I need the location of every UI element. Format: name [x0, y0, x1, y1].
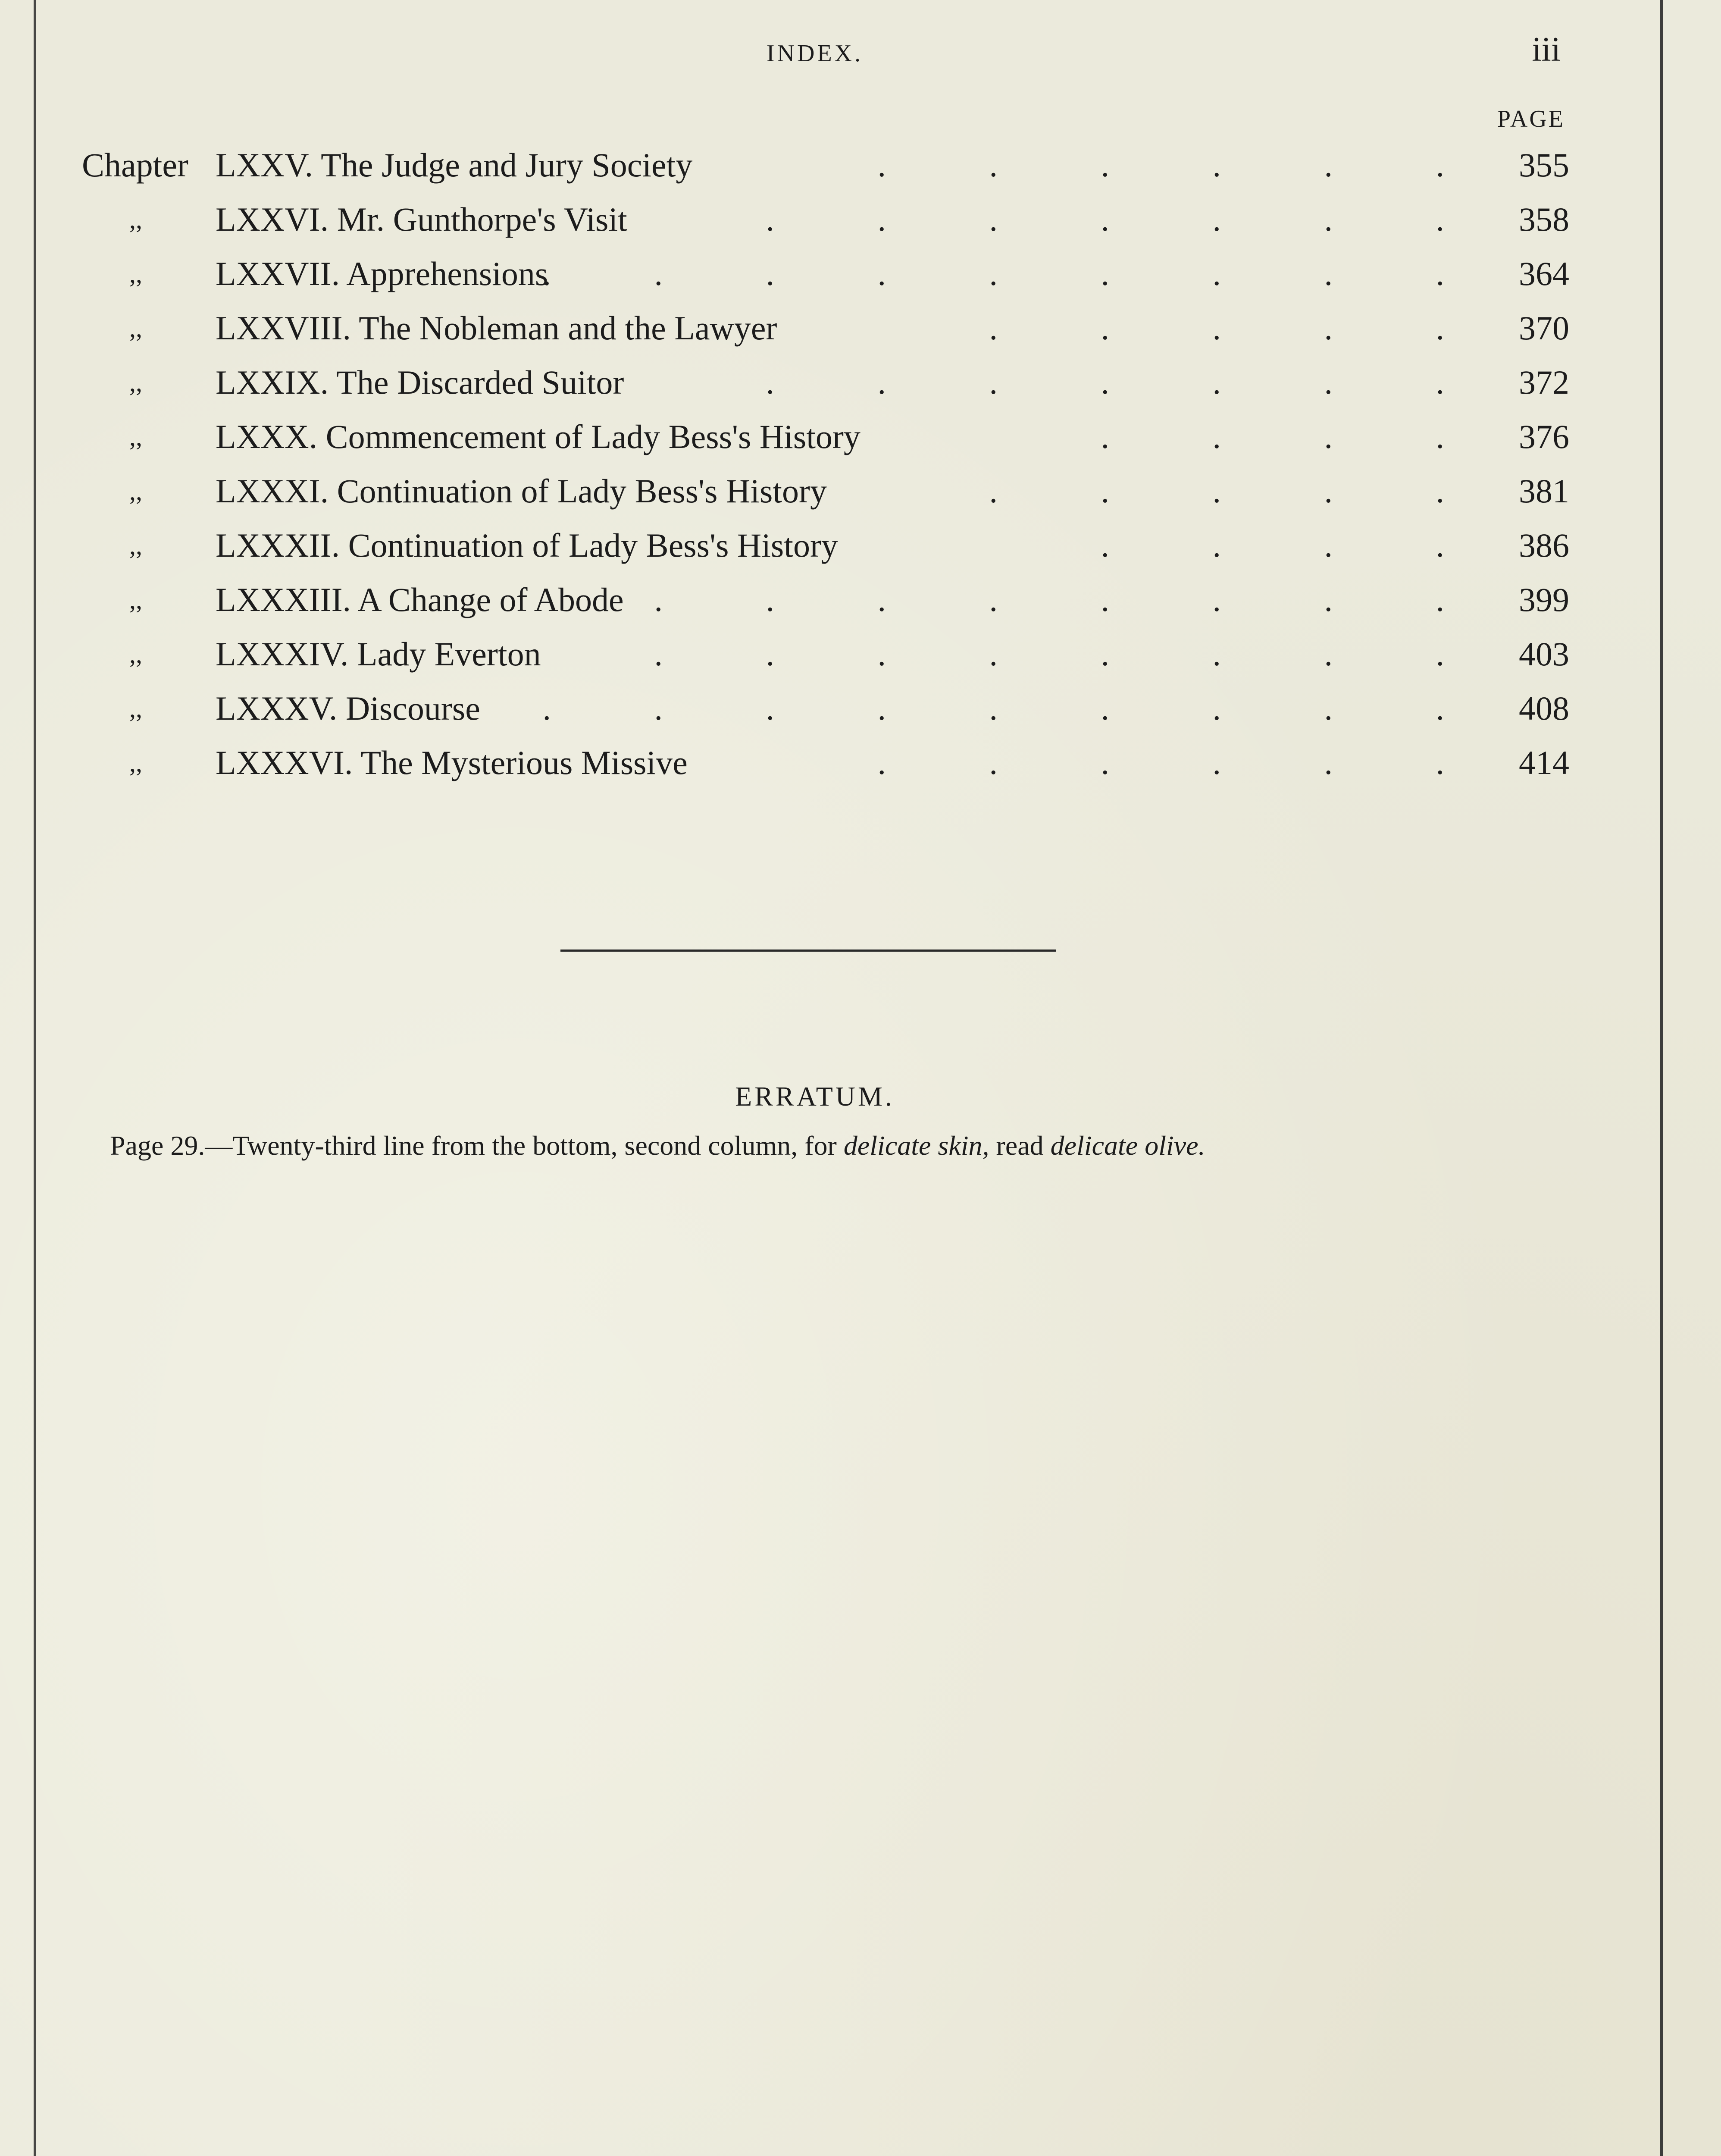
chapter-numeral: LXXVII.	[216, 255, 340, 292]
chapter-title: The Judge and Jury Society	[321, 146, 693, 184]
chapter-title: Discourse	[345, 689, 480, 727]
section-divider	[560, 950, 1056, 952]
toc-entry-prefix: ,,	[129, 477, 142, 505]
erratum-wrong-phrase: delicate skin,	[843, 1130, 989, 1161]
toc-entry	[82, 192, 1569, 247]
toc-entry-page: 403	[1519, 635, 1569, 673]
toc-entry-page: 408	[1519, 689, 1569, 727]
toc-entry	[82, 410, 1569, 464]
chapter-numeral: LXXIX.	[216, 364, 329, 401]
toc-entry-title	[216, 247, 548, 301]
dot-leader: . . . . . . .	[766, 364, 1492, 401]
dot-leader: . . . . .	[989, 472, 1492, 510]
toc-entry-title	[216, 355, 624, 410]
chapter-title: The Mysterious Missive	[360, 744, 688, 781]
toc-entry-prefix: ,,	[129, 368, 142, 397]
dot-leader: . . . . . . . . .	[542, 689, 1492, 727]
toc-entry-prefix: ,,	[129, 260, 142, 288]
page-column-label: PAGE	[1497, 106, 1565, 132]
toc-entry-page: 364	[1519, 255, 1569, 292]
toc-entry-title	[216, 518, 838, 573]
dot-leader: . . . . . . .	[766, 201, 1492, 238]
dot-leader: . . . .	[1101, 526, 1492, 564]
chapter-numeral: LXXXV.	[216, 689, 338, 727]
toc-entry	[82, 301, 1569, 355]
toc-entry-page: 372	[1519, 364, 1569, 401]
toc-entry-page: 414	[1519, 744, 1569, 781]
toc-entry	[82, 573, 1569, 627]
toc-entry-title	[216, 464, 827, 518]
toc-entry-page: 370	[1519, 309, 1569, 347]
chapter-numeral: LXXX.	[216, 418, 318, 455]
dot-leader: . . . . . .	[877, 744, 1492, 781]
chapter-numeral: LXXXI.	[216, 472, 329, 510]
toc-entry	[82, 627, 1569, 681]
toc-entry-prefix: ,,	[129, 314, 142, 342]
toc-entry	[82, 464, 1569, 518]
toc-entry-prefix: ,,	[129, 423, 142, 451]
toc-entry	[82, 736, 1569, 790]
chapter-numeral: LXXVIII.	[216, 309, 351, 347]
chapter-numeral: LXXV.	[216, 146, 313, 184]
table-of-contents	[82, 138, 1569, 790]
right-margin-rule	[1660, 0, 1663, 2156]
running-head: INDEX.	[766, 40, 864, 67]
toc-entry-title	[216, 138, 692, 192]
chapter-numeral: LXXXIV.	[216, 635, 349, 673]
chapter-title: The Discarded Suitor	[336, 364, 624, 401]
toc-entry-prefix: ,,	[129, 694, 142, 723]
toc-entry	[82, 247, 1569, 301]
erratum-heading: ERRATUM.	[735, 1081, 895, 1112]
chapter-title: Lady Everton	[357, 635, 541, 673]
chapter-numeral: LXXVI.	[216, 201, 329, 238]
toc-entry-prefix: ,,	[129, 205, 142, 234]
chapter-title: Apprehensions	[346, 255, 548, 292]
toc-entry-prefix: Chapter	[82, 146, 188, 184]
dot-leader: . . . . . . . .	[654, 581, 1492, 618]
chapter-title: Continuation of Lady Bess's History	[337, 472, 827, 510]
erratum-right-phrase: delicate olive.	[1050, 1130, 1205, 1161]
chapter-title: A Change of Abode	[357, 581, 624, 618]
toc-entry-prefix: ,,	[129, 640, 142, 668]
dot-leader: . . . .	[1101, 418, 1492, 455]
toc-entry-title	[216, 301, 777, 355]
dot-leader: . . . . . . . . .	[542, 255, 1492, 292]
erratum-text-mid: read	[989, 1130, 1051, 1161]
toc-entry-prefix: ,,	[129, 586, 142, 614]
erratum-text-start: Page 29.—Twenty-third line from the bottom, second column, for	[110, 1130, 844, 1161]
toc-entry-title	[216, 573, 624, 627]
chapter-title: Commencement of Lady Bess's History	[325, 418, 860, 455]
dot-leader: . . . . .	[989, 309, 1492, 347]
toc-entry	[82, 355, 1569, 410]
dot-leader: . . . . . .	[877, 146, 1492, 184]
left-margin-rule	[34, 0, 36, 2156]
toc-entry	[82, 138, 1569, 192]
toc-entry-prefix: ,,	[129, 531, 142, 560]
toc-entry-title	[216, 627, 541, 681]
toc-entry-page: 358	[1519, 201, 1569, 238]
toc-entry-page: 386	[1519, 526, 1569, 564]
chapter-title: Continuation of Lady Bess's History	[348, 526, 838, 564]
toc-entry-page: 381	[1519, 472, 1569, 510]
chapter-title: The Nobleman and the Lawyer	[359, 309, 777, 347]
chapter-title: Mr. Gunthorpe's Visit	[337, 201, 627, 238]
toc-entry-title	[216, 192, 627, 247]
toc-entry	[82, 681, 1569, 736]
chapter-numeral: LXXXIII.	[216, 581, 351, 618]
chapter-numeral: LXXXII.	[216, 526, 340, 564]
toc-entry-page: 399	[1519, 581, 1569, 618]
erratum-note	[110, 1130, 1576, 1162]
toc-entry-prefix: ,,	[129, 749, 142, 777]
toc-entry-page: 376	[1519, 418, 1569, 455]
page-folio: iii	[1532, 31, 1561, 69]
toc-entry-title	[216, 681, 480, 736]
dot-leader: . . . . . . . .	[654, 635, 1492, 673]
chapter-numeral: LXXXVI.	[216, 744, 353, 781]
toc-entry-title	[216, 736, 688, 790]
toc-entry	[82, 518, 1569, 573]
toc-entry-page: 355	[1519, 146, 1569, 184]
toc-entry-title	[216, 410, 860, 464]
